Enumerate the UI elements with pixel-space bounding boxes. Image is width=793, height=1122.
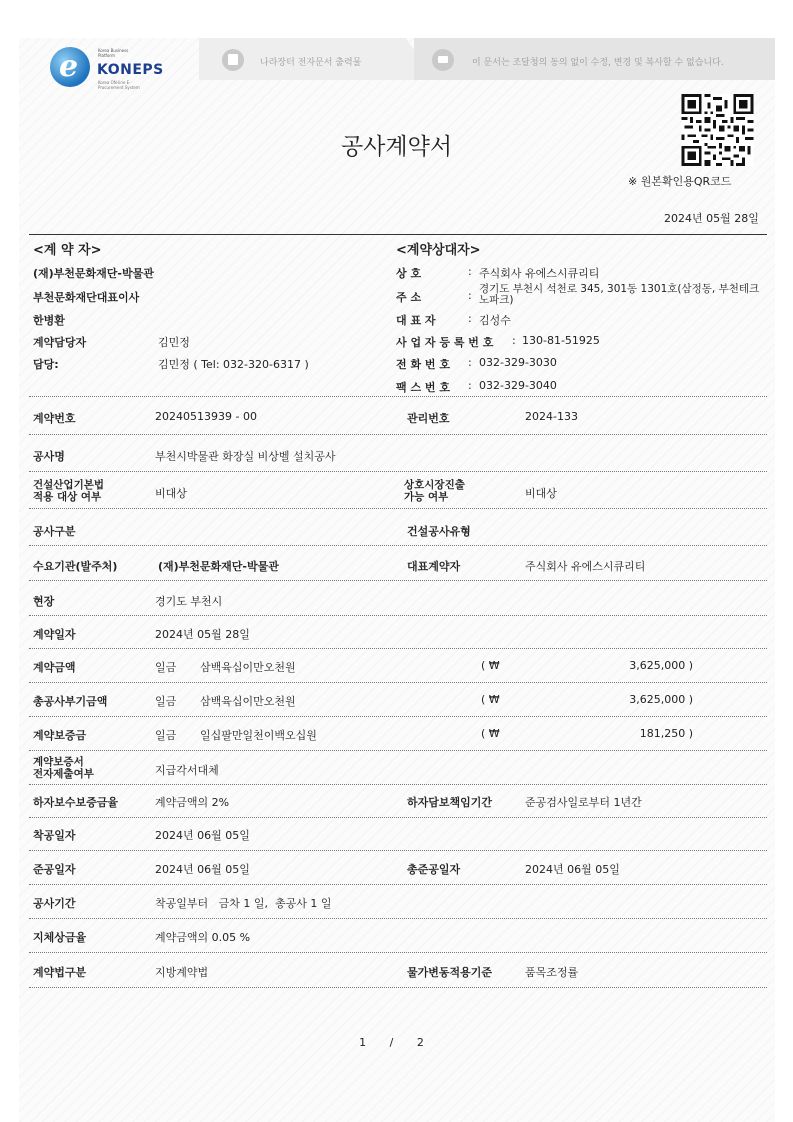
logo-tagline: Korea Business Platform: [98, 48, 129, 58]
contract-amount-prefix: 일금: [155, 661, 177, 674]
row-divider: [29, 545, 767, 546]
site-value: 경기도 부천시: [155, 595, 223, 608]
defect-period-label: 하자담보책임기간: [407, 796, 493, 809]
contractor-header: <계 약 자>: [33, 243, 102, 258]
cp-label-ceo: 대 표 자: [396, 314, 436, 327]
manage-no-value: 2024-133: [525, 410, 578, 423]
qr-code-icon: [679, 94, 756, 166]
guarantee-label: 계약보증금: [33, 729, 87, 742]
industry-law-label: 건설산업기본법 적용 대상 여부: [33, 479, 105, 503]
period-value: 착공일부터 금차 1 일, 총공사 1 일: [155, 897, 332, 910]
total-amount-label: 총공사부기금액: [33, 695, 108, 708]
defect-rate-label: 하자보수보증금율: [33, 796, 119, 809]
defect-period-value: 준공검사일로부터 1년간: [525, 796, 642, 809]
manager-value: 김민정: [158, 336, 190, 349]
total-amount-currency: ( ₩: [481, 693, 500, 706]
delay-rate-label: 지체상금율: [33, 931, 87, 944]
price-adjust-value: 품목조정률: [525, 966, 579, 979]
cp-sep: :: [468, 265, 472, 278]
row-divider: [29, 817, 767, 818]
total-completion-label: 총준공일자: [407, 863, 461, 876]
law-class-label: 계약법구분: [33, 966, 87, 979]
completion-date-value: 2024년 06월 05일: [155, 863, 250, 876]
guarantee-doc-label: 계약보증서 전자제출여부: [33, 756, 94, 780]
guarantee-doc-value: 지급각서대체: [155, 764, 219, 777]
cp-sep: :: [468, 312, 472, 325]
contact-value: 김민정 ( Tel: 032-320-6317 ): [158, 358, 309, 371]
cp-value-ceo: 김성수: [479, 314, 511, 327]
manage-no-label: 관리번호: [407, 412, 450, 425]
logo-name: KONEPS: [97, 62, 164, 78]
row-divider: [29, 615, 767, 616]
start-date-value: 2024년 06월 05일: [155, 829, 250, 842]
ordering-agency-value: (재)부천문화재단-박물관: [158, 560, 279, 573]
row-divider: [29, 434, 767, 435]
law-class-value: 지방계약법: [155, 966, 209, 979]
row-divider: [29, 471, 767, 472]
print-notice: 나라장터 전자문서 출력물: [260, 58, 362, 68]
counterpart-header: <계약상대자>: [396, 243, 481, 258]
qr-caption: ※ 원본확인용QR코드: [628, 175, 732, 188]
cp-sep: :: [512, 334, 516, 347]
delay-rate-value: 계약금액의 0.05 %: [155, 931, 251, 944]
contract-no-value: 20240513939 - 00: [155, 410, 257, 423]
contract-amount-label: 계약금액: [33, 661, 76, 674]
price-adjust-label: 물가변동적용기준: [407, 966, 493, 979]
row-divider: [29, 508, 767, 509]
rep-contractor-label: 대표계약자: [407, 560, 461, 573]
contractor-rep-name: 한병환: [33, 314, 65, 327]
guarantee-number: 181,250 ): [639, 727, 693, 740]
cp-value-fax: 032-329-3040: [479, 379, 557, 392]
cp-label-phone: 전 화 번 호: [396, 358, 450, 371]
row-divider: [29, 952, 767, 953]
cp-sep: :: [468, 379, 472, 392]
project-name-value: 부천시박물관 화장실 비상벨 설치공사: [155, 450, 336, 463]
guarantee-words: 일십팔만일천이백오십원: [200, 729, 317, 742]
contact-label: 담당:: [33, 358, 59, 371]
contract-amount-number: 3,625,000 ): [629, 659, 693, 672]
cp-sep: :: [468, 289, 472, 302]
total-amount-prefix: 일금: [155, 695, 177, 708]
cp-value-bizno: 130-81-51925: [522, 334, 600, 347]
row-divider: [29, 884, 767, 885]
row-divider: [29, 750, 767, 751]
cp-value-name: 주식회사 유에스시큐리티: [479, 267, 600, 280]
section-rule: [29, 234, 767, 235]
logo-subtitle: Korea ON-line E-Procurement System: [98, 80, 140, 90]
total-amount-number: 3,625,000 ): [629, 693, 693, 706]
industry-law-value: 비대상: [155, 487, 187, 500]
document-icon: [222, 49, 244, 71]
period-label: 공사기간: [33, 897, 76, 910]
document-title: 공사계약서: [340, 134, 453, 160]
work-class-label: 공사구분: [33, 525, 76, 538]
document-date: 2024년 05월 28일: [664, 212, 759, 225]
row-divider: [29, 648, 767, 649]
total-completion-value: 2024년 06월 05일: [525, 863, 620, 876]
manager-label: 계약담당자: [33, 336, 87, 349]
mutual-market-value: 비대상: [525, 487, 557, 500]
cp-sep: :: [468, 356, 472, 369]
contract-date-value: 2024년 05월 28일: [155, 628, 250, 641]
contractor-rep-title: 부천문화재단대표이사: [33, 291, 140, 304]
contract-amount-currency: ( ₩: [481, 659, 500, 672]
guarantee-currency: ( ₩: [481, 727, 500, 740]
defect-rate-value: 계약금액의 2%: [155, 796, 230, 809]
row-divider: [29, 987, 767, 988]
cp-label-fax: 팩 스 번 호: [396, 381, 450, 394]
row-divider: [29, 396, 767, 397]
page-number: 1 / 2: [359, 1036, 434, 1049]
ordering-agency-label: 수요기관(발주처): [33, 560, 118, 573]
total-amount-words: 삼백육십이만오천원: [200, 695, 296, 708]
const-type-label: 건설공사유형: [407, 525, 471, 538]
completion-date-label: 준공일자: [33, 863, 76, 876]
project-name-label: 공사명: [33, 450, 65, 463]
row-divider: [29, 580, 767, 581]
cp-value-phone: 032-329-3030: [479, 356, 557, 369]
row-divider: [29, 784, 767, 785]
contract-amount-words: 삼백육십이만오천원: [200, 661, 296, 674]
mutual-market-label: 상호시장진출 가능 여부: [404, 479, 465, 503]
cp-label-name: 상 호: [396, 267, 422, 280]
contractor-org: (재)부천문화재단-박물관: [33, 267, 154, 280]
contract-no-label: 계약번호: [33, 412, 76, 425]
printer-icon: [432, 49, 454, 71]
site-label: 현장: [33, 595, 55, 608]
row-divider: [29, 716, 767, 717]
cp-label-bizno: 사 업 자 등 록 번 호: [396, 336, 494, 349]
copy-notice: 이 문서는 조달청의 동의 없이 수정, 변경 및 복사할 수 없습니다.: [472, 58, 724, 68]
row-divider: [29, 682, 767, 683]
cp-value-address: 경기도 부천시 석천로 345, 301동 1301호(삼정동, 부천테크노파크): [479, 283, 760, 306]
koneps-logo: e Korea Business Platform KONEPS Korea ON-line E-Procurement System: [50, 47, 160, 91]
rep-contractor-value: 주식회사 유에스시큐리티: [525, 560, 646, 573]
row-divider: [29, 850, 767, 851]
cp-label-address: 주 소: [396, 291, 422, 304]
start-date-label: 착공일자: [33, 829, 76, 842]
row-divider: [29, 918, 767, 919]
contract-date-label: 계약일자: [33, 628, 76, 641]
guarantee-prefix: 일금: [155, 729, 177, 742]
